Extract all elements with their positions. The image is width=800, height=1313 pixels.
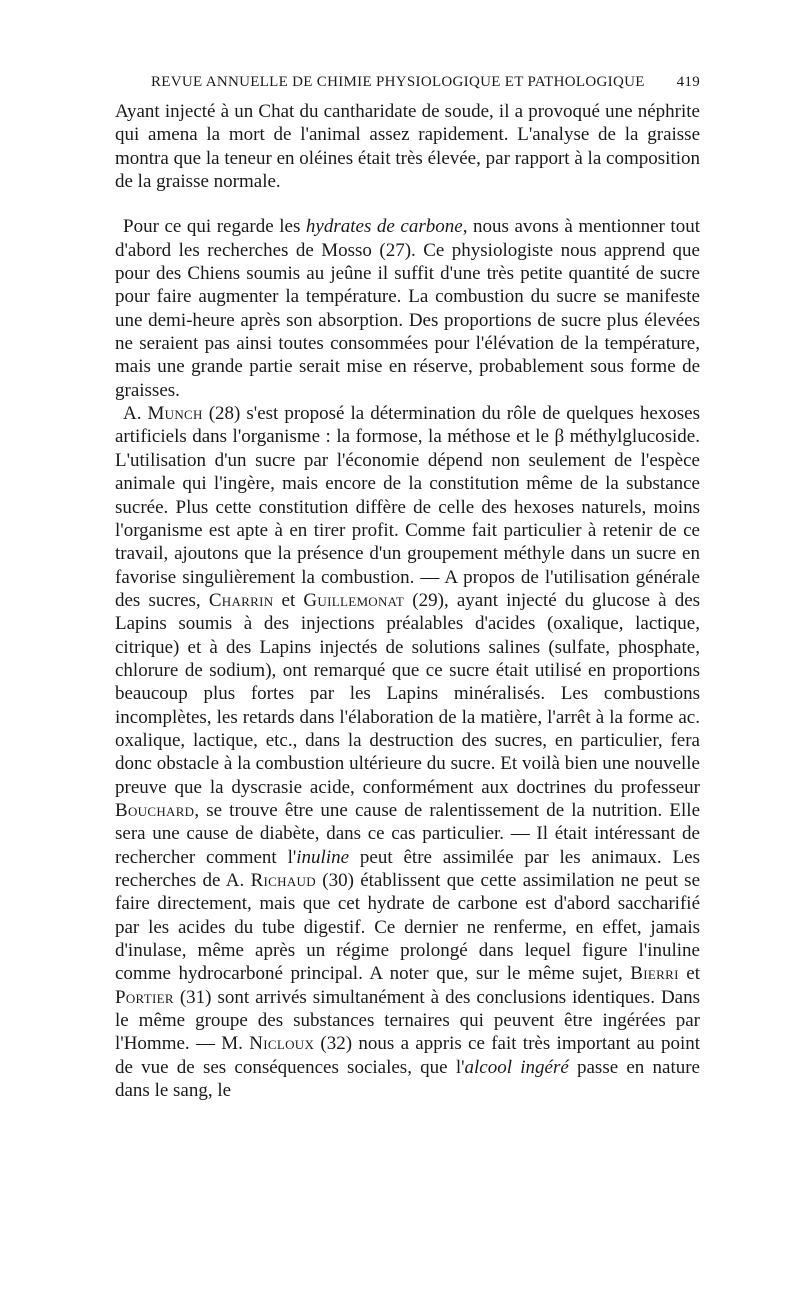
paragraph-cat-experiment: Ayant injecté à un Chat du cantharidate de soude, il a provoqué une néphrite qui amena la mort de l'animal assez rapidement. L'analyse de la graisse montra que la teneur en oléines était très élevée, par rapport à la composition de la graisse normale. [115,101,700,193]
emphasis-hydrates: hydrates de carbone [305,216,463,238]
author-munch: Munch [147,403,203,425]
emphasis-alcool: alcool ingéré [464,1056,569,1078]
running-title: REVUE ANNUELLE DE CHIMIE PHYSIOLOGIQUE ET PATHOLOGIQUE [151,74,645,90]
paragraph-munch: A. Munch (28) s'est proposé la détermination du rôle de quelques hexoses artificiels dans l'organisme : la formose, la méthose et le β méthylglucoside. L'utilisation d'un sucre par l'économie dépend non seulement de l'espèce animale qui l'ingère, mais encore de la constitution même de la substance sucrée. Plus cette constitution diffère de celle des hexoses naturels, moins l'organisme est apte à en tirer profit. Comme fait particulier à retenir de ce travail, ajoutons que la présence d'un groupement méthyle dans un sucre en favorise singulièrement la combustion. — A propos de l'utilisation générale des sucres, Charrin et Guillemonat (29), ayant injecté du glucose à des Lapins soumis à des injections préalables d'acides (oxalique, lactique, citrique) et à des Lapins injectés de solutions salines (sulfate, phosphate, chlorure de sodium), ont remarqué que ce sucre était utilisé en proportions beaucoup plus fortes par les Lapins minéralisés. Les combustions incomplètes, les retards dans l'élaboration de la matière, l'arrêt à la forme ac. oxalique, lactique, etc., dans la destruction des sucres, en particulier, fera donc obstacle à la combustion ultérieure du sucre. Et voilà bien une nouvelle preuve que la dyscrasie acide, conformément aux doctrines du professeur Bouchard, se trouve être une cause de ralentissement de la nutrition. Elle sera une cause de diabète, dans ce cas particulier. — Il était intéressant de rechercher comment l'inuline peut être assimilée par les animaux. Les recherches de A. Richaud (30) établissent que cette assimilation ne peut se faire directement, mais que cet hydrate de carbone est d'abord saccharifié par les acides du tube digestif. Ce dernier ne renferme, en effet, jamais d'inulase, même après un régime prolongé dans lequel figure l'inuline comme hydrocarboné principal. A noter que, sur le même sujet, Bierri et Portier (31) sont arrivés simultanément à des conclusions identiques. Dans le même groupe des substances ternaires qui peuvent être ingérées par l'Homme. — M. Nicloux (32) nous a appris ce fait très important au point de vue de ses conséquences sociales, que l'alcool ingéré passe en nature dans le sang, le [115,403,701,1102]
author-guillemonat: Guillemonat [303,589,405,611]
paragraph-carbohydrates: Pour ce qui regarde les hydrates de carbone, nous avons à mentionner tout d'abord les recherches de Mosso (27). Ce physiologiste nous apprend que pour des Chiens soumis au jeûne il suffit d'une très petite quantité de sucre pour faire augmenter la température. La combustion du sucre se manifeste une demi-heure après son absorption. Des proportions de sucre plus élevées ne seraient pas ainsi toutes consommées pour l'élévation de la température, mais une grande partie serait mise en réserve, probablement sous forme de graisses. [115,216,700,401]
author-richaud: Richaud [250,870,316,891]
author-bierry: Bierri [630,963,679,985]
author-charrin: Charrin [208,589,274,611]
body-text [115,100,700,1102]
page-number: 419 [676,74,700,90]
author-portier: Portier [115,986,174,1008]
emphasis-inuline: inuline [296,846,350,868]
author-nicloux: Nicloux [249,1033,315,1055]
author-bouchard: Bouchard [115,799,195,821]
